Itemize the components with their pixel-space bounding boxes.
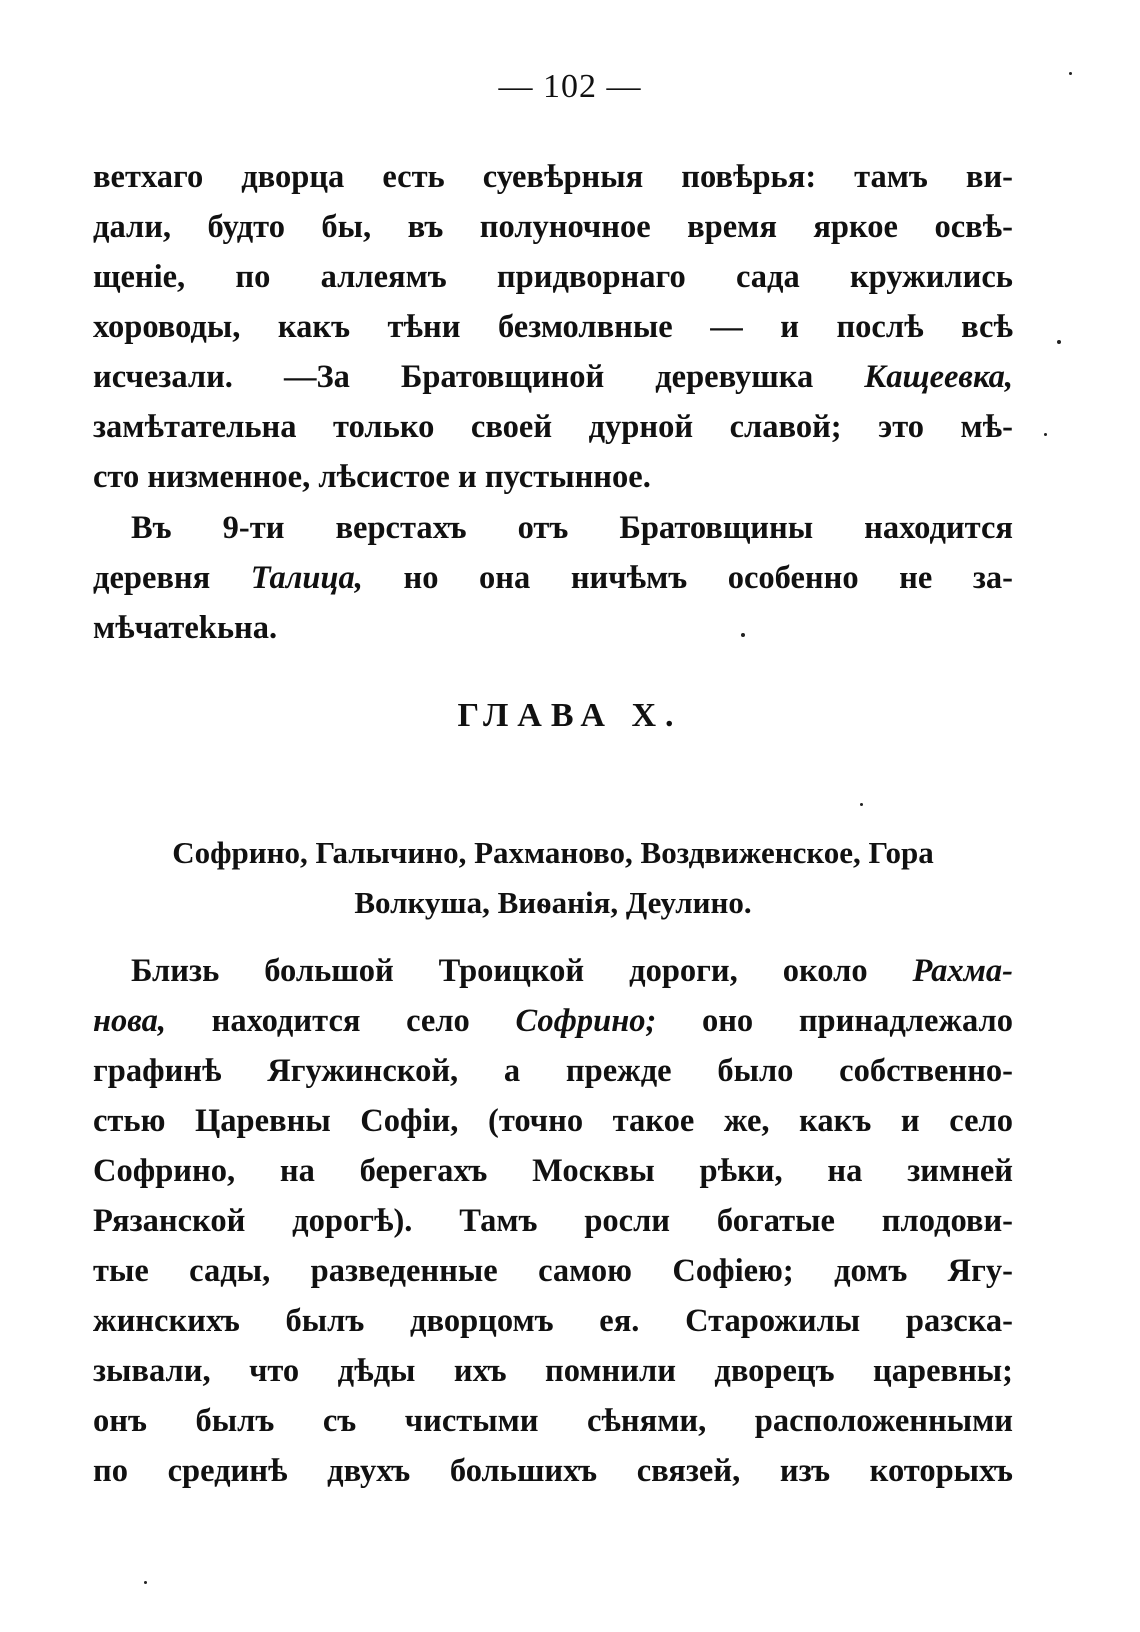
- scan-speck: [1069, 72, 1072, 75]
- text-line: сто низменное, лѣсистое и пустынное.: [93, 459, 651, 495]
- chapter-title: ГЛАВА X.: [457, 697, 683, 734]
- text-line: графинѣ Ягужинской, а прежде было собственно-: [93, 1053, 1013, 1089]
- text-line: ветхаго дворца есть суевѣрныя повѣрья: тамъ ви-: [93, 159, 1013, 195]
- paragraph-1: [93, 152, 1013, 502]
- italic-place-name: Рахма-: [912, 953, 1013, 989]
- scan-speck: [741, 633, 745, 637]
- text-line: тые сады, разведенные самою Софіею; домъ Ягу-: [93, 1253, 1013, 1289]
- text-line: жинскихъ былъ дворцомъ ея. Старожилы разска-: [93, 1303, 1013, 1339]
- text-line: замѣтательна только своей дурной славой; это мѣ-: [93, 409, 1013, 445]
- text-line: Рязанской дорогѣ). Тамъ росли богатые плодови-: [93, 1203, 1013, 1239]
- text-line: щеніе, по аллеямъ придворнаго сада кружились: [93, 259, 1013, 295]
- text-line: онъ былъ съ чистыми сѣнями, расположенными: [93, 1403, 1013, 1439]
- text-line: стью Царевны Софіи, (точно такое же, какъ и село: [93, 1103, 1013, 1139]
- text-line: Софрино, на берегахъ Москвы рѣки, на зимней: [93, 1153, 1013, 1189]
- text-line: мѣчатеkьна.: [93, 610, 278, 646]
- subtitle-line: Волкуша, Виѳанія, Деулино.: [354, 885, 752, 920]
- text-line: Въ 9-ти верстахъ отъ Братовщины находится: [131, 510, 1013, 546]
- paragraph-3: [93, 946, 1013, 1496]
- italic-place-name: нова,: [93, 1003, 166, 1039]
- scan-speck: [1057, 340, 1061, 344]
- scan-speck: [1044, 433, 1047, 436]
- scan-speck: [144, 1581, 147, 1584]
- paragraph-2: [93, 503, 1013, 653]
- text-line: хороводы, какъ тѣни безмолвные — и послѣ всѣ: [93, 309, 1013, 345]
- text-line: зывали, что дѣды ихъ помнили дворецъ царевны;: [93, 1353, 1013, 1389]
- chapter-subtitle: [93, 828, 1013, 928]
- subtitle-line: Софрино, Галычино, Рахманово, Воздвиженское, Гора: [172, 835, 934, 870]
- text-line: нова, находится село Софрино; оно принадлежало: [93, 1003, 1013, 1039]
- text-line: Близь большой Троицкой дороги, около Рахма-: [131, 953, 1013, 989]
- italic-place-name: Талица,: [250, 560, 363, 596]
- italic-place-name: Софрино;: [515, 1003, 657, 1039]
- text-line: деревня Талица, но она ничѣмъ особенно не за-: [93, 560, 1014, 596]
- text-line: дали, будто бы, въ полуночное время яркое освѣ-: [93, 209, 1013, 245]
- scan-speck: [860, 803, 863, 806]
- text-line: по срединѣ двухъ большихъ связей, изъ которыхъ: [93, 1453, 1013, 1489]
- italic-place-name: Кащеевка,: [864, 359, 1013, 395]
- page-number: — 102 —: [498, 68, 642, 105]
- text-line: исчезали. —За Братовщиной деревушка Кащеевка,: [93, 359, 1013, 395]
